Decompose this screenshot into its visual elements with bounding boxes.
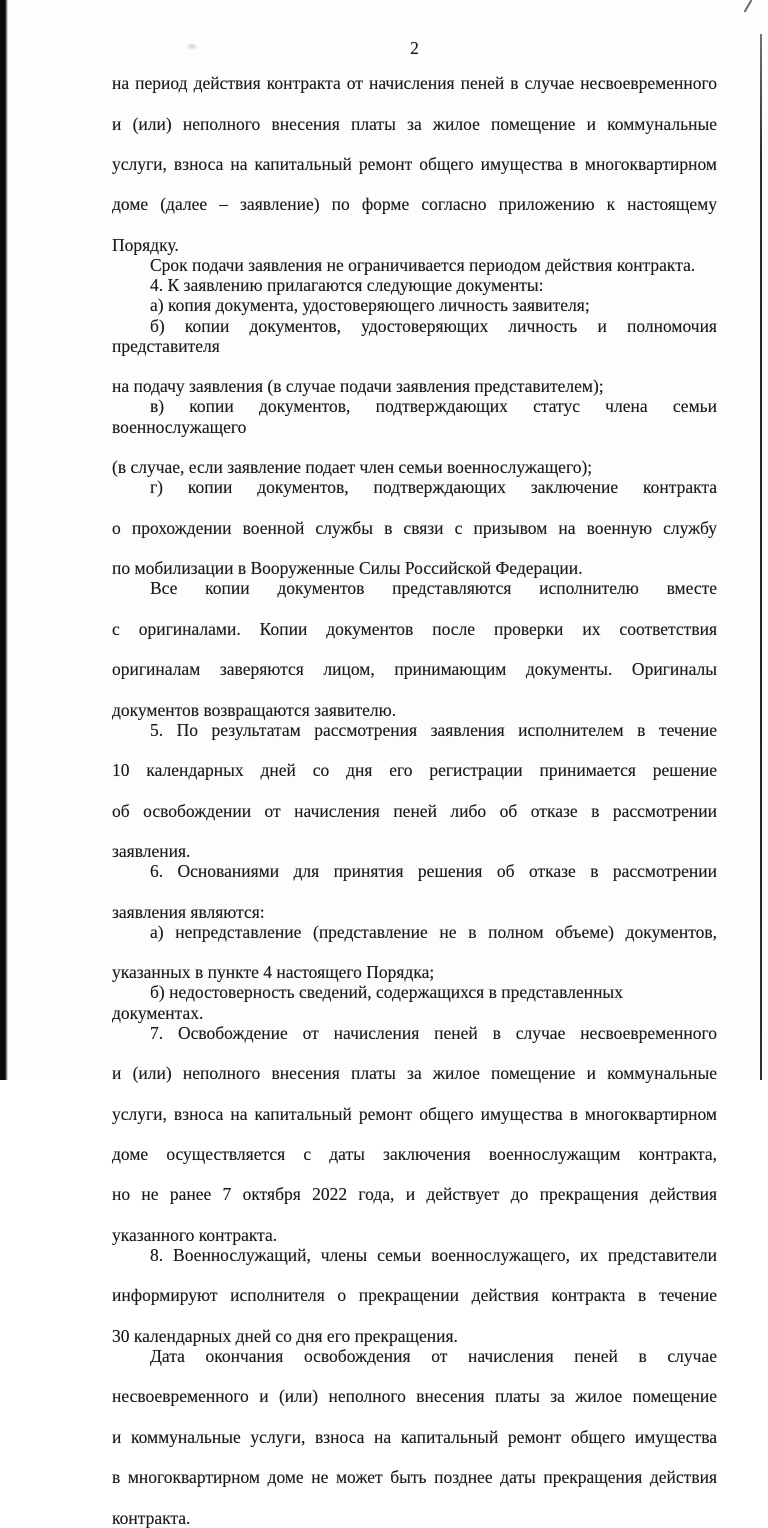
text-line: 6. Основаниями для принятия решения об отказе в рассмотрении: [150, 861, 717, 882]
document-body: [112, 73, 717, 1528]
text-line: 8. Военнослужащий, члены семьи военнослужащего, их представители: [150, 1244, 717, 1265]
text-line: (в случае, если заявление подает член семьи военнослужащего);: [112, 457, 593, 478]
text-line: 10 календарных дней со дня его регистрации принимается решение: [112, 760, 717, 781]
text-line: оригиналам заверяются лицом, принимающим документы. Оригиналы: [112, 659, 717, 680]
text-line: и коммунальные услуги, взноса на капитальный ремонт общего имущества: [112, 1426, 717, 1447]
text-line: но не ранее 7 октября 2022 года, и действует до прекращения действия: [112, 1184, 717, 1205]
paragraph: [112, 861, 717, 922]
text-line: Все копии документов представляются исполнителю вместе: [150, 578, 717, 599]
paragraph: [112, 1023, 717, 1245]
text-line: по мобилизации в Вооруженные Силы Российской Федерации.: [112, 558, 583, 579]
document-content: [112, 38, 717, 1528]
text-line: услуги, взноса на капитальный ремонт общего имущества в многоквартирном: [112, 154, 717, 175]
text-line: указанных в пункте 4 настоящего Порядка;: [112, 962, 435, 983]
paragraph: [112, 982, 717, 1022]
text-line: документов возвращаются заявителю.: [112, 699, 397, 720]
text-line: в) копии документов, подтверждающих статус члена семьи военнослужащего: [112, 396, 717, 437]
text-line: услуги, взноса на капитальный ремонт общего имущества в многоквартирном: [112, 1103, 717, 1124]
text-line: в многоквартирном доме не может быть позднее даты прекращения действия: [112, 1467, 717, 1488]
text-line: г) копии документов, подтверждающих заключение контракта: [150, 477, 717, 498]
text-line: на период действия контракта от начисления пеней в случае несвоевременного: [112, 73, 717, 94]
paragraph: [112, 316, 717, 397]
text-line: об освобождении от начисления пеней либо об отказе в рассмотрении: [112, 800, 717, 821]
paragraph: [112, 73, 717, 255]
text-line: 30 календарных дней со дня его прекращения.: [112, 1325, 458, 1346]
text-line: 7. Освобождение от начисления пеней в случае несвоевременного: [150, 1022, 717, 1043]
paragraph: [112, 477, 717, 578]
paragraph: [112, 396, 717, 477]
scan-edge-right: [760, 34, 762, 1080]
paragraph: [112, 1245, 717, 1346]
text-line: на подачу заявления (в случае подачи заявления представителем);: [112, 376, 604, 397]
text-line: указанного контракта.: [112, 1224, 278, 1245]
text-line: Срок подачи заявления не ограничивается периодом действия контракта.: [150, 255, 696, 276]
text-line: и (или) неполного внесения платы за жилое помещение и коммунальные: [112, 113, 717, 134]
text-line: контракта.: [112, 1507, 191, 1528]
paragraph: [112, 1346, 717, 1528]
paragraph: [112, 922, 717, 983]
scan-edge-left: [0, 0, 8, 1080]
text-line: 5. По результатам рассмотрения заявления исполнителем в течение: [150, 719, 717, 740]
text-line: несвоевременного и (или) неполного внесения платы за жилое помещение: [112, 1386, 717, 1407]
text-line: 4. К заявлению прилагаются следующие документы:: [150, 275, 544, 296]
text-line: Порядку.: [112, 234, 179, 255]
text-line: о прохождении военной службы в связи с призывом на военную службу: [112, 517, 717, 538]
page-number: 2: [410, 38, 419, 58]
paragraph: [112, 578, 717, 719]
paragraph: [112, 255, 717, 275]
paragraph: [112, 275, 717, 295]
text-line: информируют исполнителя о прекращении действия контракта в течение: [112, 1285, 717, 1306]
text-line: заявления.: [112, 840, 191, 861]
text-line: а) непредставление (представление не в полном объеме) документов,: [150, 921, 717, 942]
text-line: и (или) неполного внесения платы за жилое помещение и коммунальные: [112, 1063, 717, 1084]
text-line: заявления являются:: [112, 901, 265, 922]
text-line: б) копии документов, удостоверяющих личность и полномочия представителя: [112, 315, 717, 356]
scan-mark-icon: [744, 0, 753, 13]
text-line: с оригиналами. Копии документов после проверки их соответствия: [112, 618, 717, 639]
text-line: доме (далее – заявление) по форме согласно приложению к настоящему: [112, 194, 717, 215]
text-line: Дата окончания освобождения от начисления пеней в случае: [150, 1346, 717, 1366]
text-line: а) копия документа, удостоверяющего личность заявителя;: [150, 295, 590, 316]
paragraph: [112, 295, 717, 315]
text-line: доме осуществляется с даты заключения военнослужащим контракта,: [112, 1143, 717, 1164]
paragraph: [112, 720, 717, 861]
text-line: б) недостоверность сведений, содержащихся в представленных документах.: [112, 982, 623, 1023]
